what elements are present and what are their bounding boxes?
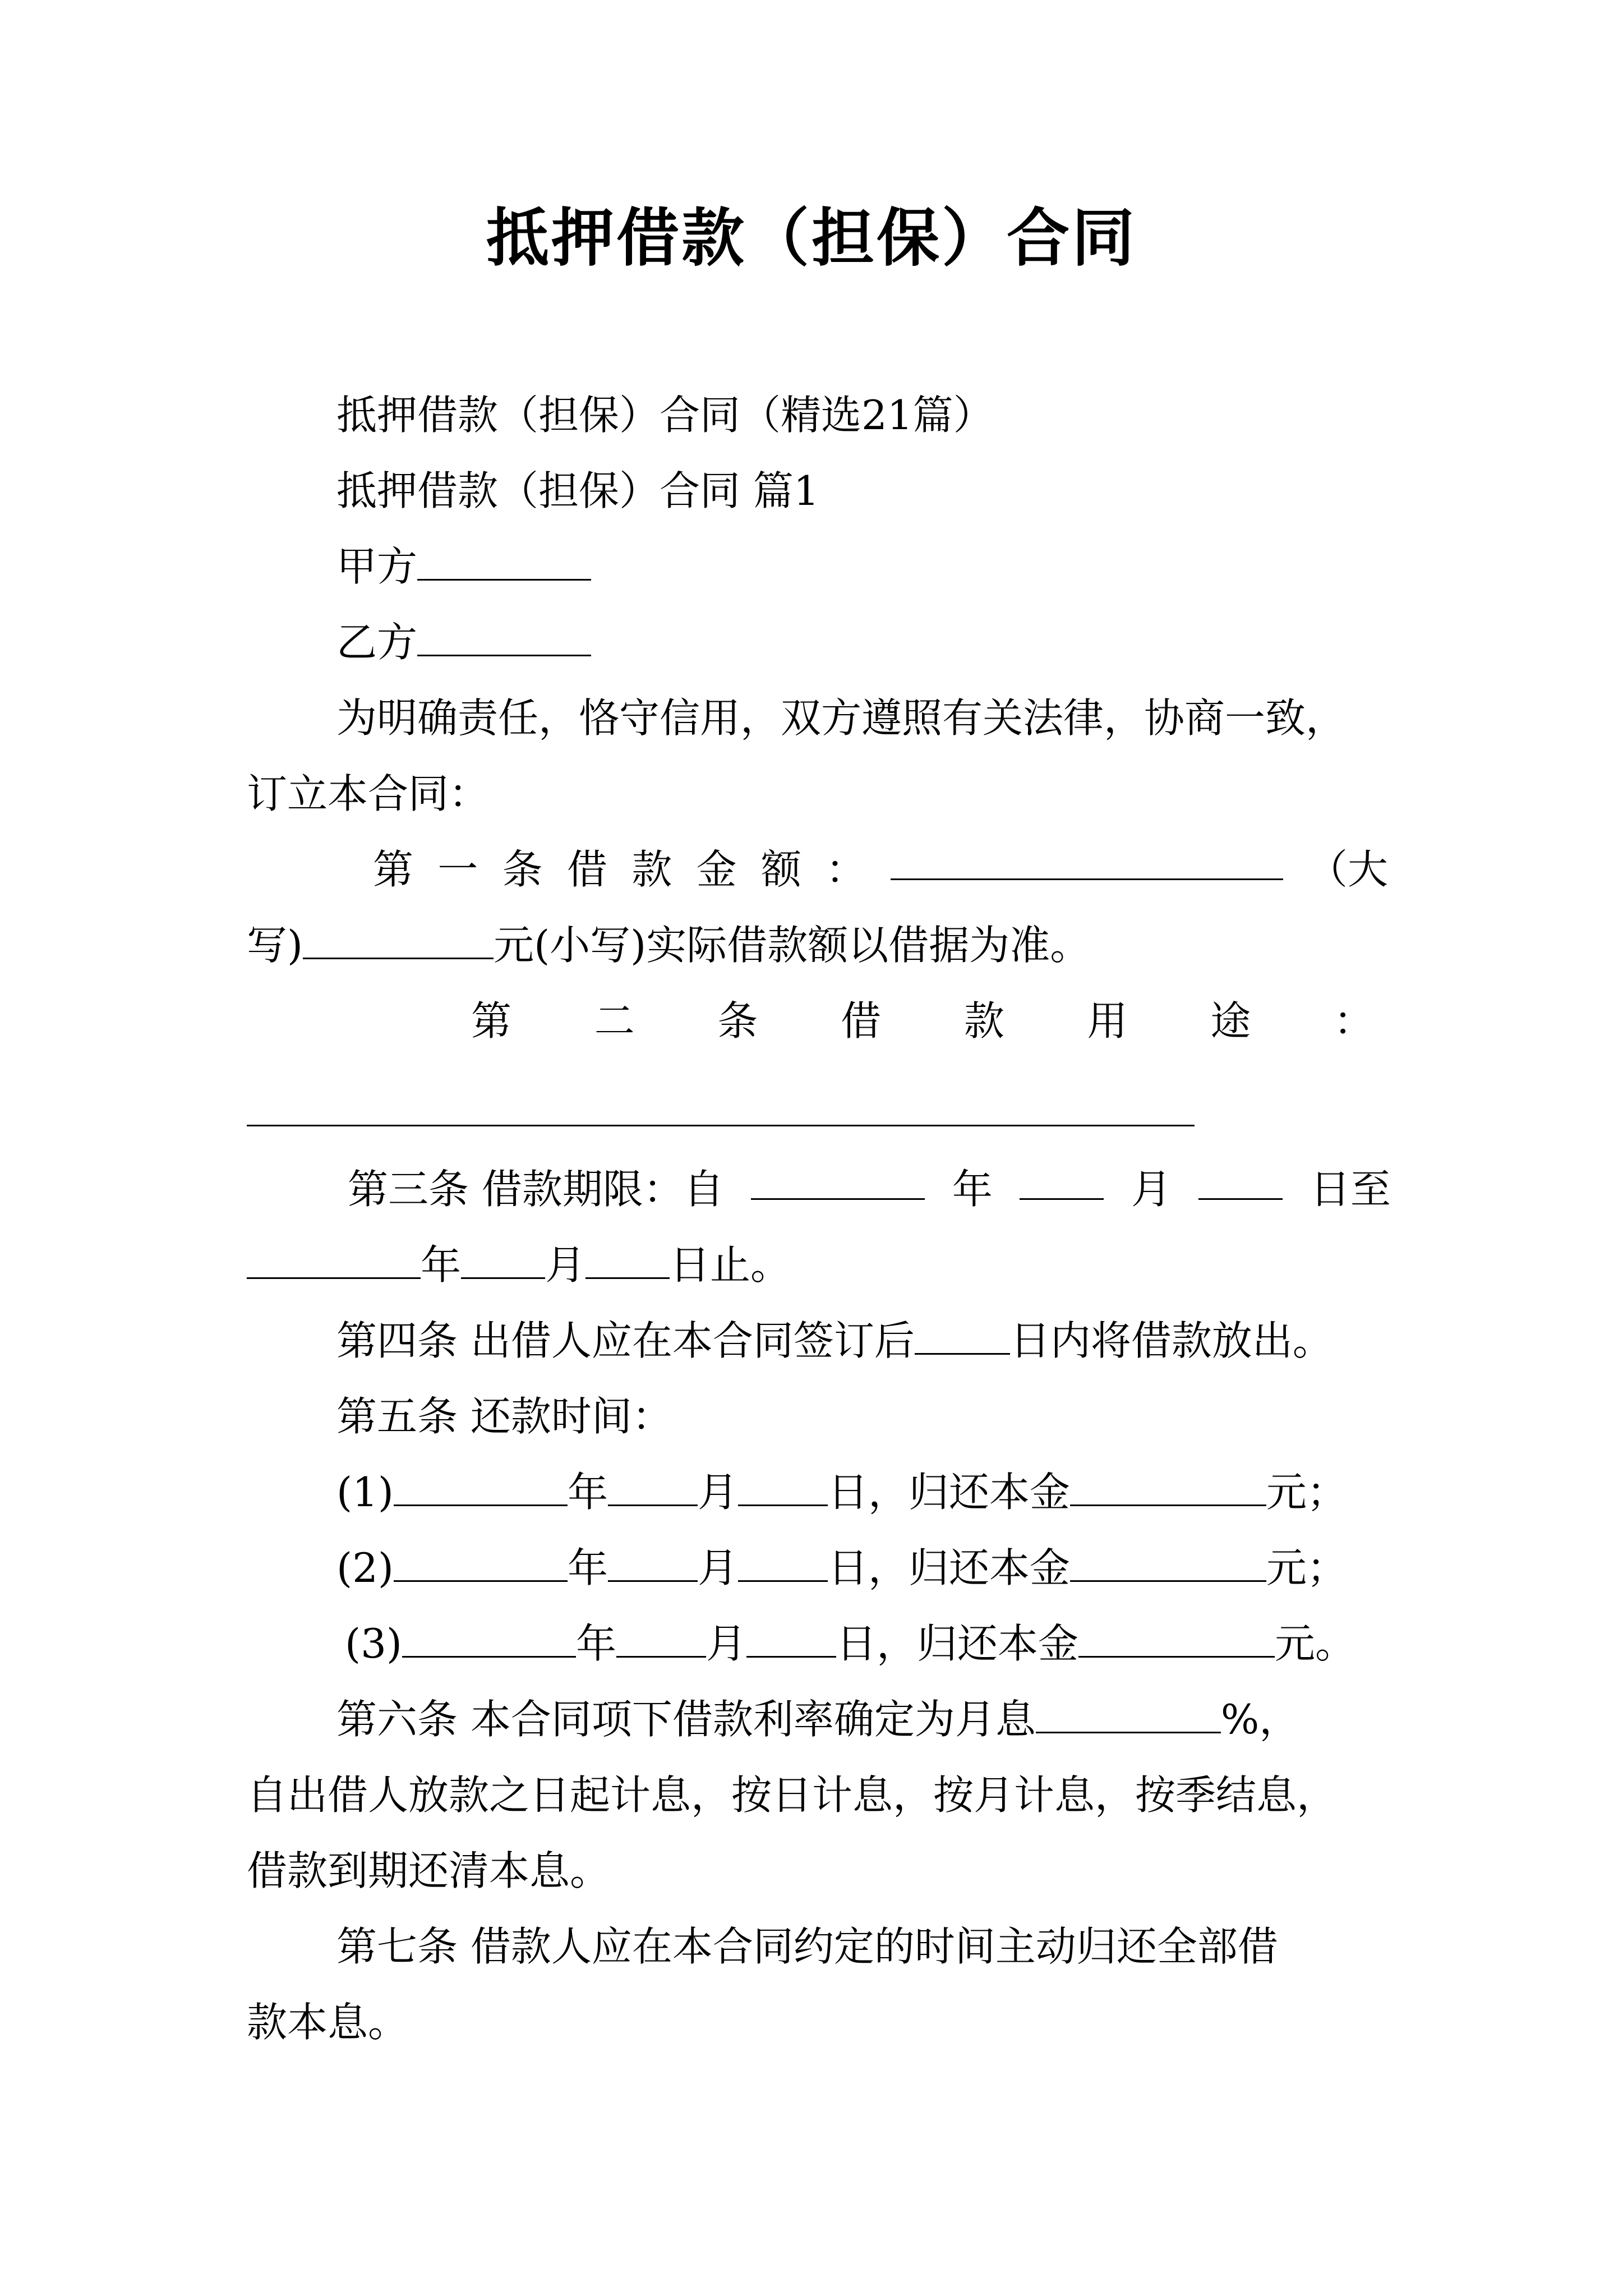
section-heading: 抵押借款（担保）合同 篇1	[336, 467, 819, 514]
article-4-text-b: 日内将借款放出。	[1009, 1317, 1333, 1364]
article-6-line-3: 借款到期还清本息。	[247, 1847, 611, 1894]
repayment-number: (2)	[336, 1544, 394, 1591]
repayment-text: 日，归还本金	[828, 1544, 1071, 1591]
article-5-line: 第五条 还款时间：	[336, 1393, 672, 1440]
article-3-year: 年	[952, 1166, 993, 1213]
repayment-year: 年	[568, 1544, 608, 1591]
article-3-month: 月	[1131, 1166, 1172, 1213]
repay-year-blank[interactable]	[394, 1467, 568, 1506]
article-1-char: 第	[373, 846, 414, 893]
party-b-line	[336, 614, 591, 670]
repay-year-blank[interactable]	[394, 1543, 568, 1582]
article-2-line	[471, 993, 1374, 1049]
repay-year-blank[interactable]	[402, 1619, 576, 1658]
monthly-rate-blank[interactable]	[1036, 1695, 1221, 1733]
loan-amount-upper-blank[interactable]	[891, 841, 1283, 880]
party-b-blank[interactable]	[417, 618, 591, 656]
party-a-blank[interactable]	[417, 542, 591, 581]
party-a-line	[336, 539, 591, 595]
release-days-blank[interactable]	[915, 1316, 1010, 1355]
preamble-line-2: 订立本合同：	[247, 770, 490, 817]
repay-month-blank[interactable]	[608, 1467, 698, 1506]
repay-day-blank[interactable]	[746, 1619, 836, 1658]
repay-principal-blank[interactable]	[1070, 1467, 1266, 1506]
repayment-text: 日，归还本金	[836, 1620, 1079, 1667]
article-1-line-2	[247, 917, 1090, 973]
article-1-char: （大	[1307, 846, 1388, 893]
repayment-month: 月	[698, 1544, 739, 1591]
repayment-unit: 元。	[1275, 1620, 1356, 1667]
term-start-year-blank[interactable]	[751, 1161, 925, 1200]
article-2-char: 用	[1087, 997, 1128, 1045]
term-start-day-blank[interactable]	[1198, 1161, 1283, 1200]
repayment-month: 月	[698, 1469, 739, 1516]
repayment-month: 月	[706, 1620, 747, 1667]
article-2-char: 第	[471, 997, 512, 1045]
loan-purpose-blank[interactable]	[247, 1125, 1195, 1126]
article-2-char: ：	[1333, 997, 1374, 1045]
repay-day-blank[interactable]	[738, 1543, 828, 1582]
article-1-char: 额	[760, 846, 801, 893]
article-1-char: 条	[502, 846, 543, 893]
article-3-text: 第三条 借款期限：自	[348, 1166, 724, 1213]
article-3-line-1	[348, 1161, 1391, 1217]
article-1-text: 元(小写)实际借款额以借据为准。	[494, 922, 1091, 969]
article-1-char: 借	[566, 846, 607, 893]
article-1-char: 款	[631, 846, 672, 893]
article-6-line-1	[336, 1691, 1299, 1747]
article-1-line-1	[373, 841, 1388, 898]
article-4-line	[336, 1313, 1333, 1369]
article-2-char: 条	[717, 997, 758, 1045]
term-end-year-blank[interactable]	[247, 1240, 421, 1279]
article-6-text: 第六条 本合同项下借款利率确定为月息	[336, 1696, 1036, 1743]
repay-day-blank[interactable]	[738, 1467, 828, 1506]
loan-amount-lower-blank[interactable]	[303, 921, 494, 959]
subtitle: 抵押借款（担保）合同（精选21篇）	[336, 392, 994, 439]
repay-principal-blank[interactable]	[1070, 1543, 1266, 1582]
repayment-number: (3)	[345, 1620, 402, 1667]
article-7-line-2: 款本息。	[247, 1999, 409, 2046]
repay-month-blank[interactable]	[616, 1619, 706, 1658]
article-2-char: 借	[841, 997, 882, 1045]
article-1-char: ：	[826, 846, 866, 893]
article-1-char: 一	[437, 846, 478, 893]
article-4-text-a: 第四条 出借人应在本合同签订后	[336, 1317, 915, 1364]
article-3-end-text: 日止。	[670, 1241, 791, 1289]
article-3-end-month: 月	[545, 1241, 586, 1289]
repayment-row-2	[336, 1540, 1347, 1596]
repayment-year: 年	[568, 1469, 608, 1516]
article-2-char: 款	[963, 997, 1004, 1045]
article-3-day-to: 日至	[1310, 1166, 1391, 1213]
document-title: 抵押借款（担保）合同	[486, 201, 1137, 275]
article-1-upper-end: 写)	[247, 922, 303, 969]
term-end-month-blank[interactable]	[461, 1240, 545, 1279]
repayment-row-3	[345, 1616, 1355, 1672]
article-3-line-2	[247, 1237, 791, 1293]
repay-month-blank[interactable]	[608, 1543, 698, 1582]
article-6-percent: %，	[1220, 1696, 1300, 1743]
repayment-row-1	[336, 1464, 1347, 1520]
article-2-char: 途	[1210, 997, 1251, 1045]
article-6-line-2: 自出借人放款之日起计息，按日计息，按月计息，按季结息，	[247, 1772, 1338, 1819]
repayment-unit: 元；	[1266, 1544, 1348, 1591]
term-start-month-blank[interactable]	[1020, 1161, 1104, 1200]
repay-principal-blank[interactable]	[1078, 1619, 1275, 1658]
term-end-day-blank[interactable]	[585, 1240, 670, 1279]
repayment-year: 年	[576, 1620, 617, 1667]
article-1-char: 金	[696, 846, 737, 893]
preamble-line-1: 为明确责任，恪守信用，双方遵照有关法律，协商一致，	[336, 694, 1347, 742]
party-b-label: 乙方	[336, 619, 418, 666]
article-7-line-1: 第七条 借款人应在本合同约定的时间主动归还全部借	[336, 1923, 1278, 1970]
party-a-label: 甲方	[336, 543, 418, 590]
repayment-text: 日，归还本金	[828, 1469, 1071, 1516]
article-3-end-year: 年	[421, 1241, 462, 1289]
repayment-unit: 元；	[1266, 1469, 1348, 1516]
article-2-char: 二	[594, 997, 635, 1045]
repayment-number: (1)	[336, 1469, 394, 1516]
